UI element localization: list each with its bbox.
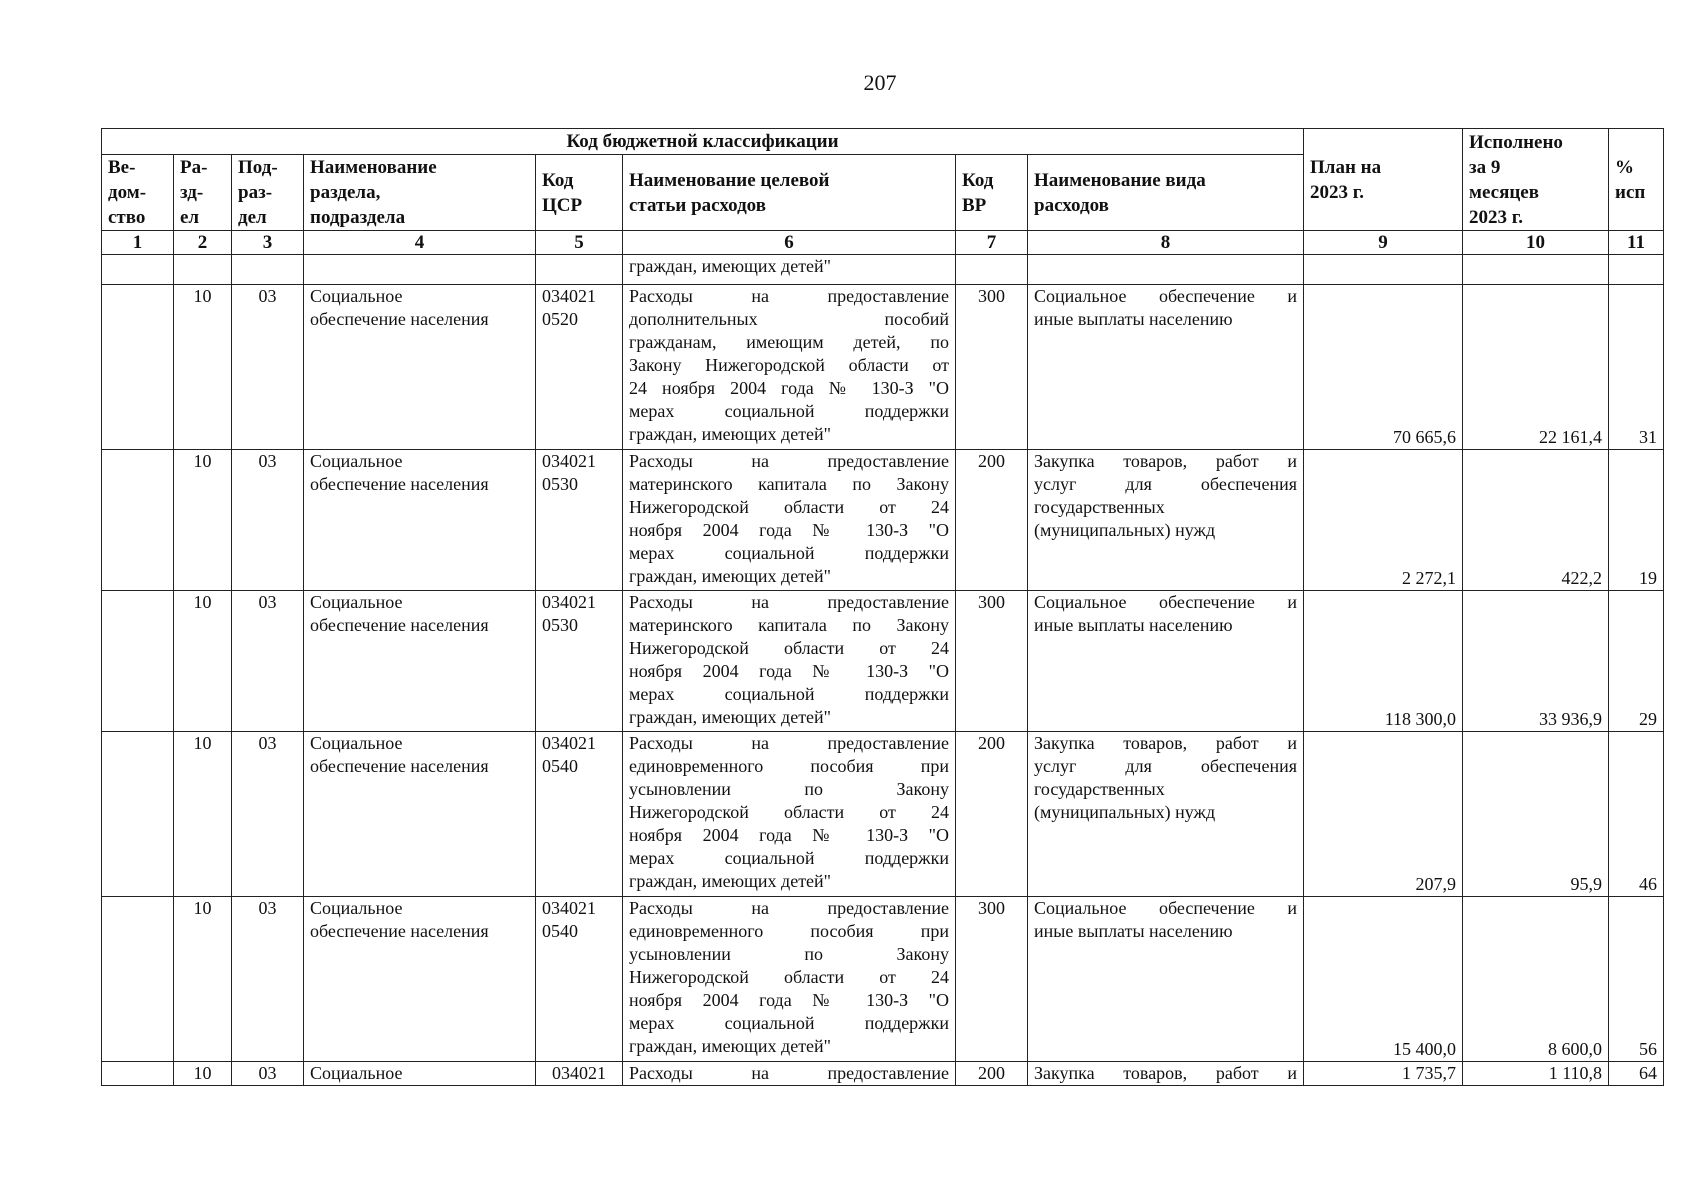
vedomstvo-cell [102, 591, 174, 732]
plan-cell: 2 272,1 [1304, 450, 1463, 591]
percent-cell: 19 [1609, 450, 1664, 591]
header-vr: Код ВР [956, 155, 1028, 231]
plan-cell: 1 735,7 [1304, 1062, 1463, 1086]
csr-cell: 034021 0540 [536, 732, 623, 897]
header-percent: % исп [1609, 129, 1664, 231]
percent-cell: 46 [1609, 732, 1664, 897]
razdel-cell: 10 [174, 450, 232, 591]
table-row [102, 1062, 1664, 1086]
plan-cell: 15 400,0 [1304, 897, 1463, 1062]
table-row [102, 732, 1664, 897]
done-cell: 22 161,4 [1463, 285, 1609, 450]
table-row [102, 897, 1664, 1062]
podrazdel-cell: 03 [232, 450, 304, 591]
csr-cell: 034021 0530 [536, 591, 623, 732]
vedomstvo-cell [102, 285, 174, 450]
done-cell: 1 110,8 [1463, 1062, 1609, 1086]
column-number: 3 [232, 231, 304, 255]
column-number: 5 [536, 231, 623, 255]
column-number: 10 [1463, 231, 1609, 255]
budget-table [101, 128, 1664, 1086]
type-name-cell: Закупка товаров, работ и [1028, 1062, 1304, 1086]
header-csr: Код ЦСР [536, 155, 623, 231]
header-section-name: Наименование раздела, подраздела [304, 155, 536, 231]
header-target-name: Наименование целевой статьи расходов [623, 155, 956, 231]
done-cell: 95,9 [1463, 732, 1609, 897]
podrazdel-cell: 03 [232, 285, 304, 450]
csr-cell: 034021 0520 [536, 285, 623, 450]
column-number: 7 [956, 231, 1028, 255]
column-number: 9 [1304, 231, 1463, 255]
column-number: 8 [1028, 231, 1304, 255]
type-name-cell: Социальное обеспечение и иные выплаты населению [1028, 897, 1304, 1062]
csr-cell: 034021 0540 [536, 897, 623, 1062]
percent-cell: 56 [1609, 897, 1664, 1062]
csr-cell: 034021 [536, 1062, 623, 1086]
razdel-cell: 10 [174, 1062, 232, 1086]
razdel-cell: 10 [174, 732, 232, 897]
table-row [102, 591, 1664, 732]
target-name-cell: Расходы на предоставление единовременного пособия при усыновлении по Закону Нижегородской области от 24 ноября 2004 года № 130-З "О мерах социальной поддержки граждан, имеющих детей" [623, 732, 956, 897]
budget-code-header: Код бюджетной классификации [102, 129, 1304, 155]
table-row [102, 285, 1664, 450]
section-name-cell: Социальное обеспечение населения [304, 897, 536, 1062]
vr-cell: 300 [956, 591, 1028, 732]
type-name-cell: Социальное обеспечение и иные выплаты населению [1028, 591, 1304, 732]
table-row [102, 450, 1664, 591]
column-number: 4 [304, 231, 536, 255]
percent-cell: 64 [1609, 1062, 1664, 1086]
target-name-cell: Расходы на предоставление материнского капитала по Закону Нижегородской области от 24 ноября 2004 года № 130-З "О мерах социальной поддержки граждан, имеющих детей" [623, 591, 956, 732]
plan-cell: 118 300,0 [1304, 591, 1463, 732]
header-razdel: Ра- зд- ел [174, 155, 232, 231]
column-number: 11 [1609, 231, 1664, 255]
vr-cell: 200 [956, 732, 1028, 897]
plan-cell: 70 665,6 [1304, 285, 1463, 450]
header-vedomstvo: Ве- дом- ство [102, 155, 174, 231]
target-name-cell: Расходы на предоставление [623, 1062, 956, 1086]
vedomstvo-cell [102, 897, 174, 1062]
vedomstvo-cell [102, 450, 174, 591]
section-name-cell: Социальное [304, 1062, 536, 1086]
podrazdel-cell: 03 [232, 1062, 304, 1086]
header-type-name: Наименование вида расходов [1028, 155, 1304, 231]
vr-cell: 300 [956, 285, 1028, 450]
done-cell: 422,2 [1463, 450, 1609, 591]
section-name-cell: Социальное обеспечение населения [304, 732, 536, 897]
podrazdel-cell: 03 [232, 591, 304, 732]
type-name-cell: Закупка товаров, работ и услуг для обеспечения государственных (муниципальных) нужд [1028, 450, 1304, 591]
column-number: 2 [174, 231, 232, 255]
vr-cell: 300 [956, 897, 1028, 1062]
continuation-text: граждан, имеющих детей" [623, 255, 956, 285]
vr-cell: 200 [956, 450, 1028, 591]
podrazdel-cell: 03 [232, 897, 304, 1062]
target-name-cell: Расходы на предоставление единовременного пособия при усыновлении по Закону Нижегородской области от 24 ноября 2004 года № 130-З "О мерах социальной поддержки граждан, имеющих детей" [623, 897, 956, 1062]
section-name-cell: Социальное обеспечение населения [304, 591, 536, 732]
vr-cell: 200 [956, 1062, 1028, 1086]
section-name-cell: Социальное обеспечение населения [304, 285, 536, 450]
column-number-row [102, 231, 1664, 255]
razdel-cell: 10 [174, 897, 232, 1062]
percent-cell: 29 [1609, 591, 1664, 732]
continuation-row [102, 255, 1664, 285]
header-plan: План на 2023 г. [1304, 129, 1463, 231]
column-number: 6 [623, 231, 956, 255]
target-name-cell: Расходы на предоставление дополнительных пособий гражданам, имеющим детей, по Закону Нижегородской области от 24 ноября 2004 года № 130-З "О мерах социальной поддержки граждан, имеющих детей" [623, 285, 956, 450]
type-name-cell: Закупка товаров, работ и услуг для обеспечения государственных (муниципальных) нужд [1028, 732, 1304, 897]
podrazdel-cell: 03 [232, 732, 304, 897]
done-cell: 8 600,0 [1463, 897, 1609, 1062]
vedomstvo-cell [102, 732, 174, 897]
section-name-cell: Социальное обеспечение населения [304, 450, 536, 591]
percent-cell: 31 [1609, 285, 1664, 450]
plan-cell: 207,9 [1304, 732, 1463, 897]
page-number: 207 [863, 70, 897, 95]
header-done: Исполнено за 9 месяцев 2023 г. [1463, 129, 1609, 231]
target-name-cell: Расходы на предоставление материнского капитала по Закону Нижегородской области от 24 ноября 2004 года № 130-З "О мерах социальной поддержки граждан, имеющих детей" [623, 450, 956, 591]
done-cell: 33 936,9 [1463, 591, 1609, 732]
csr-cell: 034021 0530 [536, 450, 623, 591]
header-podrazdel: Под- раз- дел [232, 155, 304, 231]
type-name-cell: Социальное обеспечение и иные выплаты населению [1028, 285, 1304, 450]
razdel-cell: 10 [174, 285, 232, 450]
column-number: 1 [102, 231, 174, 255]
razdel-cell: 10 [174, 591, 232, 732]
